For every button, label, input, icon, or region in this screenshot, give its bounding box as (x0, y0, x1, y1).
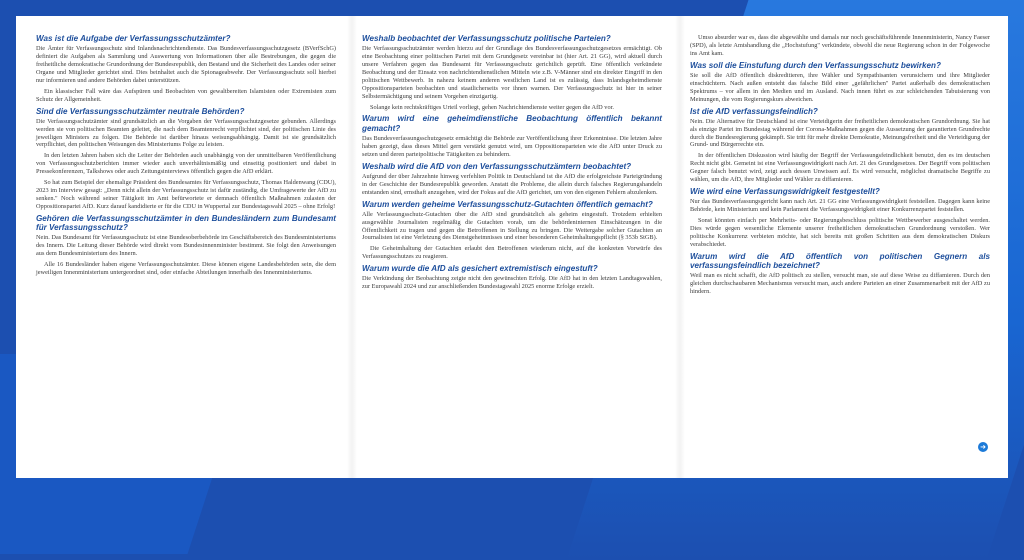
answer-paragraph: In der öffentlichen Diskussion wird häufig der Begriff der Verfassungsfeindlichkeit benutzt, den es im deutschen Recht nicht gibt. Gemeint ist eine Verfassungswidrigkeit nach Art. 21 des Grundgesetzes. Der Begriff vom politischen Gegner falsch benutzt wird, zeigt auch dessen Unwissen auf. Es wird versucht, möglichst dramatische Begriffe zu wählen, um die AfD, ihre Mitglieder und Wähler zu diffamieren. (690, 152, 990, 184)
column-2 (362, 34, 662, 294)
answer-paragraph: Die Verfassungsschutzämter werden hierzu auf der Grundlage des Bundesverfassungsschutzgesetzes ermächtigt. Ob eine Beobachtung einer politischen Partei mit dem Grundgesetz vereinbar ist (hier Art. 21 GG), wird aktuell durch unsere Verfahren gegen das Bundesamt für Verfassungsschutz gerichtlich geprüft. Eine öffentlich verkündete Beobachtung und der Einsatz von nachrichtendienstlichen Mitteln wie z.B. V-Männer sind ein direkter Eingriff in den politischen Wettbewerb. In nahezu keinem anderen westlichen Land ist es zulässig, dass Inlandsgeheimdienste Oppositionsparteien beobachten und staatlicherseits vor ihnen warnen. Der Verfassungsschutz ist hier in seiner Selbstermächtigung und seinem Vorgehen einzigartig. (362, 45, 662, 100)
fold-line (347, 16, 357, 478)
answer-paragraph: Umso absurder war es, dass die abgewählte und damals nur noch geschäftsführende Innenministerin, Nancy Faeser (SPD), als letzte Amtshandlung die „Hochstufung" verkündete, obwohl die neue Regierung schon in der Folgewoche ins Amt kam. (690, 34, 990, 57)
answer-paragraph: Sie soll die AfD öffentlich diskreditieren, ihre Wähler und Sympathisanten verunsichern und ihre Mitglieder einschüchtern. Nach außen entsteht das falsche Bild einer „gefährlichen" Partei außerhalb des demokratischen Spektrums – vor allem in den Medien und im Ausland. Nach innen führt es zur schleichenden Tabuisierung von Meinungen, die vom Regierungskurs abweichen. (690, 71, 990, 103)
next-page-arrow-icon[interactable]: ➜ (978, 442, 988, 452)
answer-paragraph: Aufgrund der über Jahrzehnte hinweg verfehlten Politik in Deutschland ist die AfD die erfolgreichste Parteigründung in der Geschichte der Bundesrepublik geworden. Anstatt die Probleme, die allein durch falsches Regierungshandeln entstanden sind, ernsthaft anzugehen, wird der Fokus auf die AfD gerichtet, um von den eigenen Fehlern abzulenken. (362, 172, 662, 196)
answer-paragraph: So hat zum Beispiel der ehemalige Präsident des Bundesamtes für Verfassungsschutz, Thomas Haldenwang (CDU), 2023 im Interview gesagt: „Denn nicht allein der Verfassungsschutz ist dafür zuständig, die Umfragewerte der AfD zu senken." Noch während seiner Tätigkeit im Amt befürwortete er demnach öffentlich Maßnahmen zulasten der Oppositionspartei AfD. Kurz darauf kandidierte er für die CDU in Wuppertal zur Bundestagswahl 2025 – ohne Erfolg! (36, 179, 336, 210)
answer-paragraph: Sonst könnten einfach per Mehrheits- oder Regierungsbeschluss politische Wettbewerber ausgeschaltet werden. Dies würde gegen wesentliche Elemente unserer freiheitlichen demokratischen Grundordnung verstoßen. Wer politische Konkurrenz verbieten möchte, hat sich bereits mit großen Schritten aus dem demokratischen Diskurs verabschiedet. (690, 217, 990, 248)
answer-paragraph: Nein. Das Bundesamt für Verfassungsschutz ist eine Bundesoberbehörde im Geschäftsbereich des Bundesministeriums des Innern. Die Leitung dieser Behörde wird direkt vom Bundesinnenminister bestimmt. Sie folgt den Anweisungen aus dem Bundesministerium des Innern. (36, 234, 336, 257)
question-heading: Was soll die Einstufung durch den Verfassungsschutz bewirken? (690, 60, 941, 70)
question-heading: Warum werden geheime Verfassungsschutz-Gutachten öffentlich gemacht? (362, 199, 653, 209)
answer-paragraph: Die Ämter für Verfassungsschutz sind Inlandsnachrichtendienste. Das Bundesverfassungsschutzgesetz (BVerfSchG) definiert die Aufgaben als Sammlung und Auswertung von Informationen über alle Bestrebungen, die gegen die freiheitliche demokratische Grundordnung der Bundesrepublik, den Bestand und die Sicherheit des Landes oder seiner Organe und Mitglieder gerichtet sind. Dies beinhaltet auch die Spionageabwehr. Der Verfassungsschutz soll hierbei nur informieren und andere Behörden dabei unterstützen. (36, 45, 336, 84)
answer-paragraph: Alle 16 Bundesländer haben eigene Verfassungsschutzämter. Diese können eigene Landesbehörden sein, die dem jeweiligen Innenministerium untergeordnet sind, oder einfache Abteilungen innerhalb des Innenministeriums. (36, 260, 336, 276)
brochure-page (16, 16, 1008, 478)
question-heading: Was ist die Aufgabe der Verfassungsschutzämter? (36, 34, 231, 43)
answer-paragraph: Die Verfassungsschutzämter sind grundsätzlich an die Vorgaben der Verfassungsschutzgesetze gebunden. Allerdings werden sie von politischen Beamten geleitet, die nach dem Beamtenrecht verpflichtet sind, der politischen Linie des jeweiligen Ministers zu folgen. Die Behörde ist darüber hinaus weisungsabhängig. Damit ist sie grundsätzlich verpflichtet, den politischen Weisungen des Ministeriums Folge zu leisten. (36, 117, 336, 149)
question-heading: Weshalb beobachtet der Verfassungsschutz politische Parteien? (362, 34, 611, 43)
answer-paragraph: Alle Verfassungsschutz-Gutachten über die AfD sind grundsätzlich als geheim eingestuft. Trotzdem erhielten ausgewählte Journalisten regelmäßig die Gutachten vorab, um die behördeninternen Einschätzungen in die Öffentlichkeit zu tragen und gegen die Betroffenen in Stellung zu bringen. Die Weitergabe solcher Gutachten an Journalisten ist eine Verletzung des Dienstgeheimnisses und einer besonderen Geheimhaltungspflicht (§ 353b StGB). (362, 210, 662, 242)
question-heading: Ist die AfD verfassungsfeindlich? (690, 106, 818, 116)
answer-paragraph: Solange kein rechtskräftiges Urteil vorliegt, gehen Nachrichtendienste weiter gegen die AfD vor. (370, 103, 614, 111)
answer-paragraph: Ein klassischer Fall wäre das Aufspüren und Beobachten von gewaltbereiten Islamisten oder Extremisten zum Schutz der Allgemeinheit. (36, 87, 336, 103)
question-heading: Warum wird die AfD öffentlich von politischen Gegnern als verfassungsfeindlich bezeichnet? (690, 251, 990, 270)
column-1 (36, 34, 336, 280)
answer-paragraph: Die Verkündung der Beobachtung zeigte nicht den gewünschten Erfolg. Die AfD hat in den letzten Landtagswahlen, zur Europawahl 2024 und zur anschließenden Bundestagswahl 2025 enorme Erfolge erzielt. (362, 275, 662, 291)
question-heading: Wie wird eine Verfassungswidrigkeit festgestellt? (690, 187, 880, 196)
answer-paragraph: Weil man es nicht schafft, die AfD politisch zu stellen, versucht man, sie auf diese Weise zu diffamieren. Durch den gleichen durchschaubaren Mechanismus versucht man, auch andere Parteien an einer Zusammenarbeit mit der AfD zu hindern. (690, 272, 990, 295)
question-heading: Warum wird eine geheimdienstliche Beobachtung öffentlich bekannt gemacht? (362, 114, 662, 133)
answer-paragraph: In den letzten Jahren haben sich die Leiter der Behörden auch unabhängig von der unmittelbaren Veröffentlichung von Verfassungsschutzberichten immer wieder auch unverhältnismäßig und einseitig positioniert und dabei in Pressekonferenzen, Talkshows oder auch Zeitungsinterviews öffentlich gegen die AfD erklärt. (36, 152, 336, 176)
fold-line (675, 16, 685, 478)
question-heading: Gehören die Verfassungsschutzämter in den Bundesländern zum Bundesamt für Verfassungsschutz? (36, 213, 336, 232)
answer-paragraph: Nein. Die Alternative für Deutschland ist eine Verteidigerin der freiheitlichen demokratischen Grundordnung. Sie hat als einzige Partei im Bundestag während der Corona-Maßnahmen gegen die Aussetzung der garantierten Grundrechte durch die Bundesregierung gekämpft. Sie tritt für mehr direkte Demokratie, Meinungsfreiheit und die Verteidigung der Grund- und Bürgerrechte ein. (690, 117, 990, 149)
column-3 (690, 34, 990, 299)
question-heading: Warum wurde die AfD als gesichert extremistisch eingestuft? (362, 264, 598, 274)
answer-paragraph: Nur das Bundesverfassungsgericht kann nach Art. 21 GG eine Verfassungswidrigkeit feststellen. Dagegen kann keine Behörde, kein Ministerium und kein Parlament die Verfassungswidrigkeit einer Konkurrenzpartei feststellen. (690, 198, 990, 214)
answer-paragraph: Die Geheimhaltung der Gutachten erlaubt den Betroffenen wiederum nicht, auf die konkreten Vorwürfe des Verfassungsschutzes zu reagieren. (362, 245, 662, 261)
question-heading: Sind die Verfassungsschutzämter neutrale Behörden? (36, 106, 245, 116)
answer-paragraph: Das Bundesverfassungsschutzgesetz ermächtigt die Behörde zur Veröffentlichung ihrer Erkenntnisse. Die letzten Jahre haben gezeigt, dass dieses Mittel gern verstärkt genutzt wird, um Oppositionsparteien wie die AfD unter Druck zu setzen und deren parteipolitische Tätigkeiten zu behindern. (362, 134, 662, 158)
question-heading: Weshalb wird die AfD von den Verfassungsschutzämtern beobachtet? (362, 161, 632, 171)
